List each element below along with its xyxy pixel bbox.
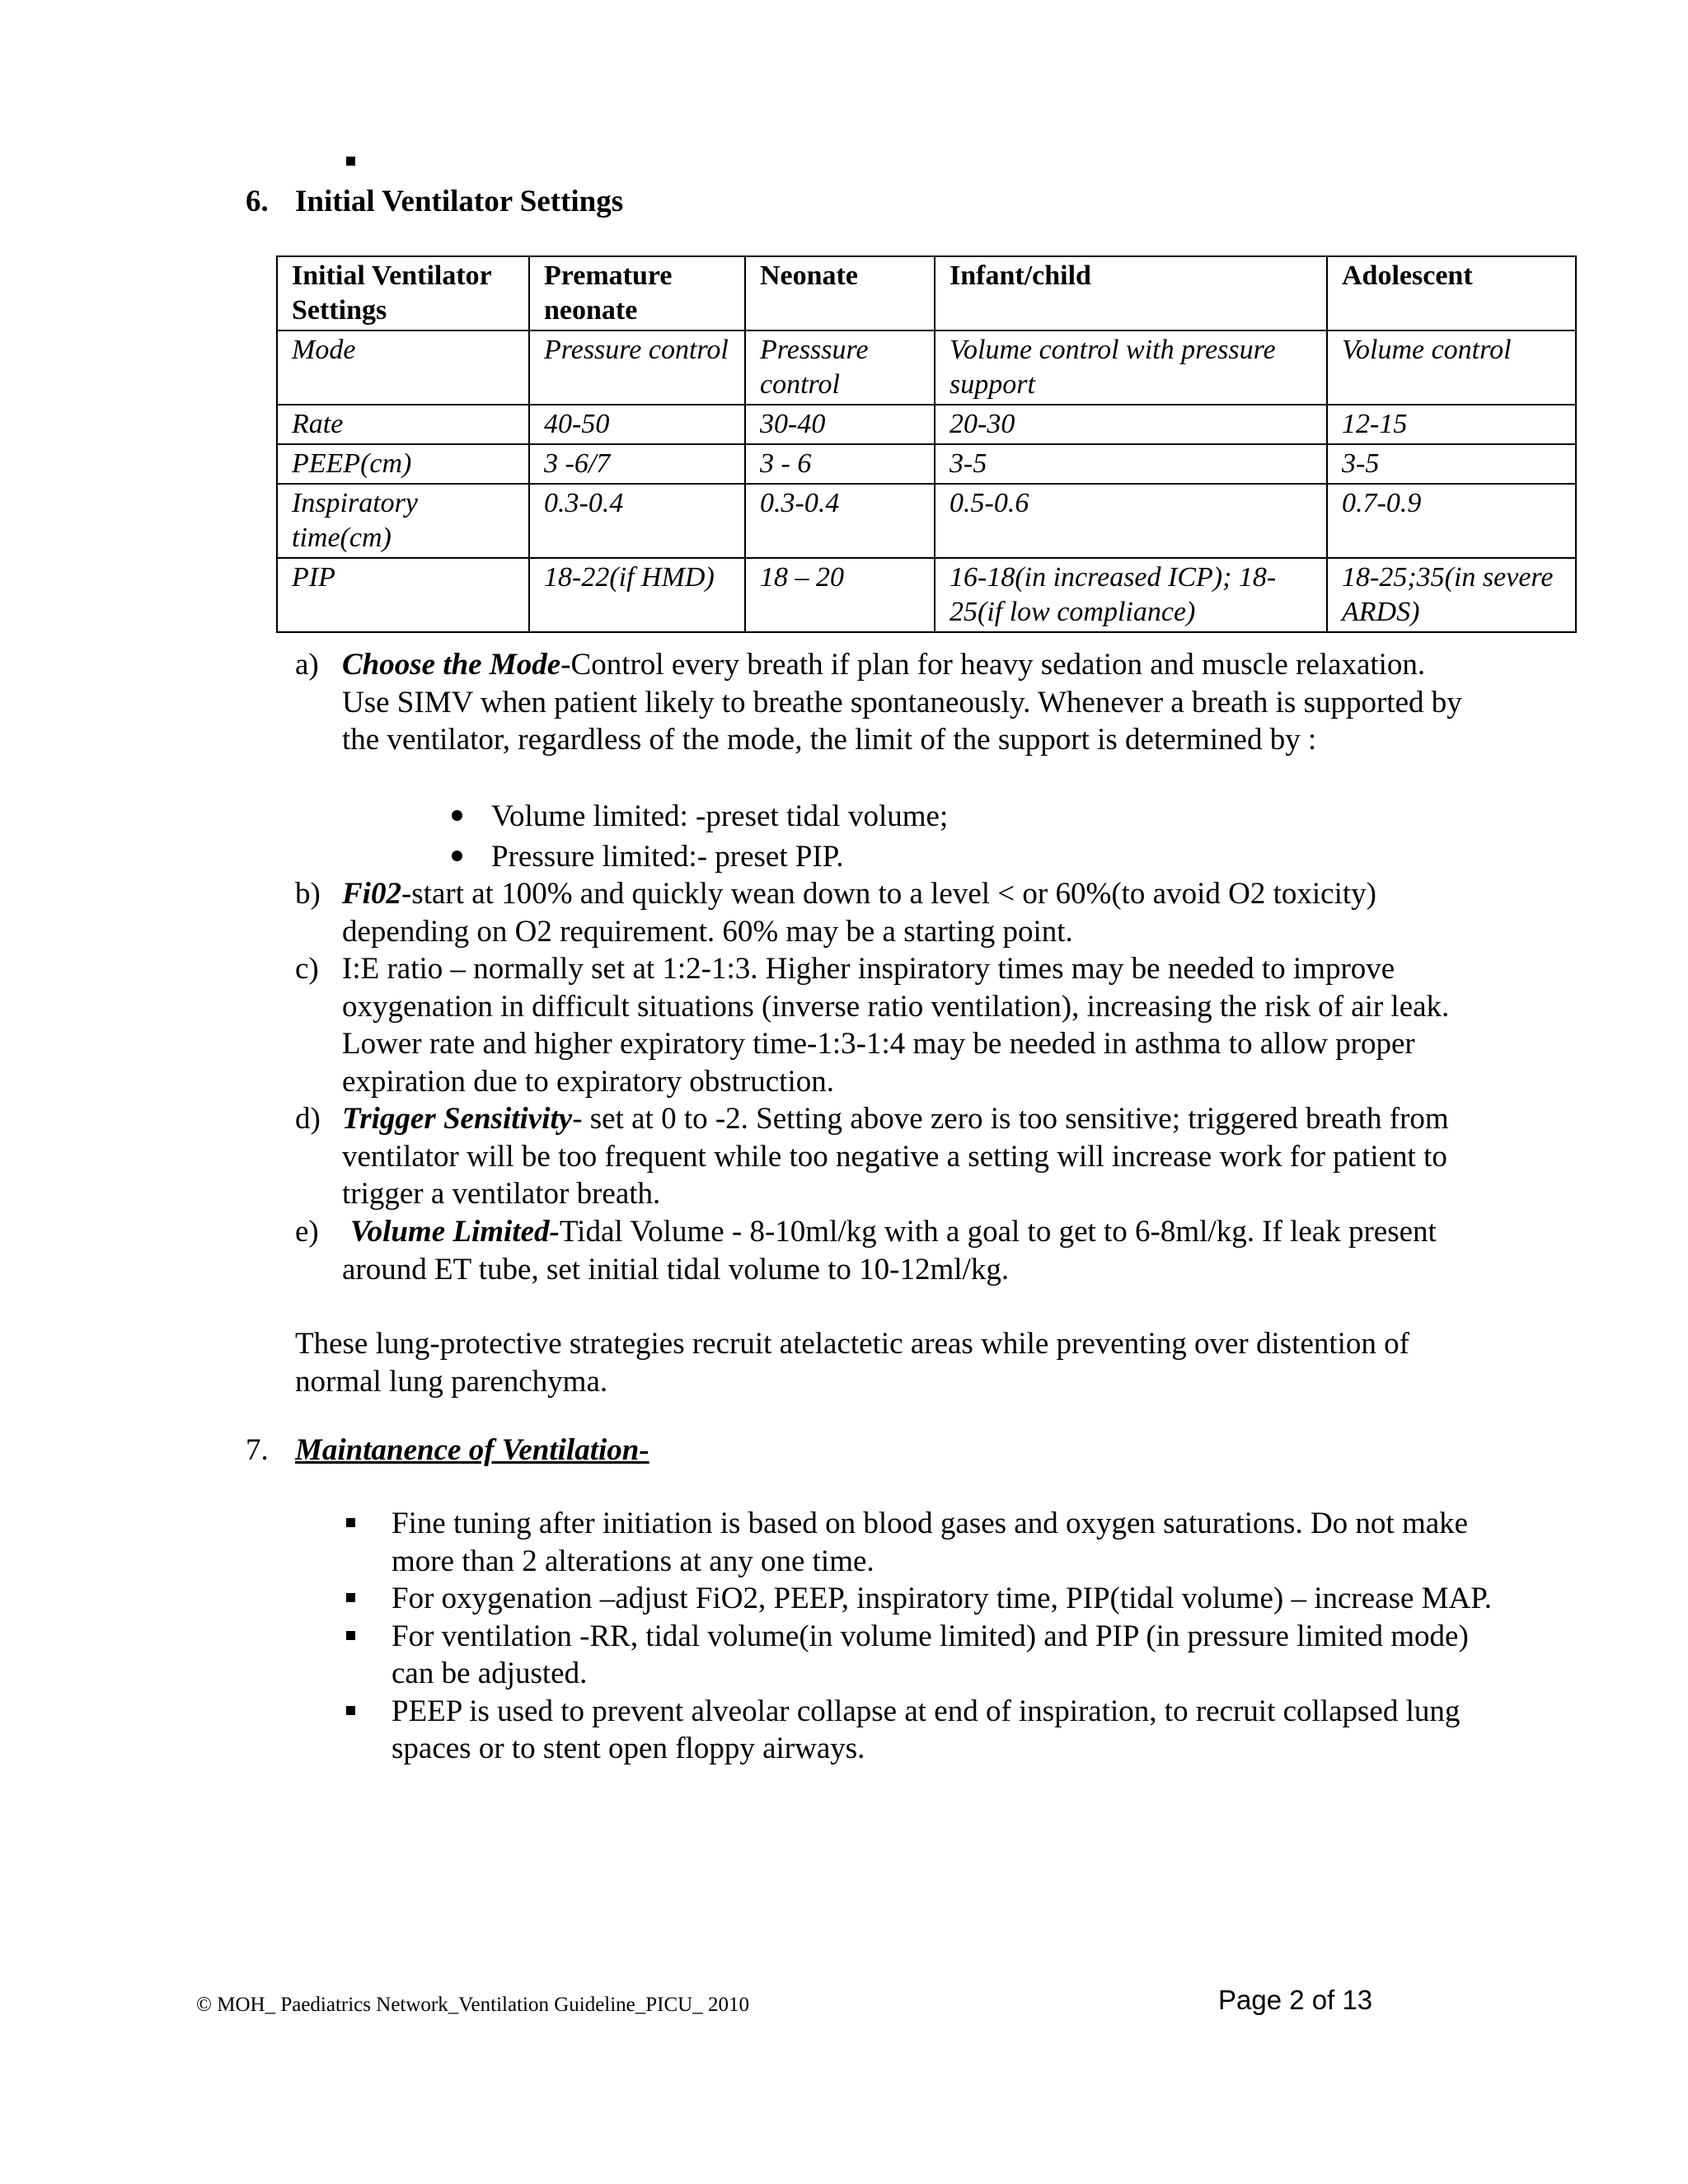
list-item: Volume limited: -preset tidal volume; — [452, 796, 948, 837]
square-bullet-icon — [346, 1706, 355, 1715]
table-header-cell: Infant/child — [935, 256, 1327, 330]
maintenance-bullet-list — [346, 1505, 1500, 1768]
table-cell: 0.5-0.6 — [935, 484, 1327, 558]
item-lead: Fi02 — [342, 877, 401, 911]
table-cell: Presssure control — [745, 330, 935, 405]
section-number: 6. — [246, 185, 269, 218]
table-cell: 0.3-0.4 — [529, 484, 745, 558]
list-marker: d) — [295, 1102, 321, 1136]
list-marker: e) — [295, 1215, 319, 1249]
table-cell: 18-22(if HMD) — [529, 558, 745, 632]
list-item — [346, 1580, 1500, 1618]
item-text: -Control every breath if plan for heavy sedation and muscle relaxation. Use SIMV when patient likely to breathe spontaneously. Whenever a breath is supported by the ventilator, regardless of the mode, the limit of the support is determined by : — [342, 648, 1462, 757]
item-lead: Volume Limited- — [350, 1215, 560, 1249]
bullet-text: For ventilation -RR, tidal volume(in volume limited) and PIP (in pressure limited mode) can be adjusted. — [392, 1619, 1469, 1690]
table-cell: 40-50 — [529, 405, 745, 444]
ventilator-settings-table — [276, 255, 1577, 633]
table-header-cell: Premature neonate — [529, 256, 745, 330]
table-row — [277, 484, 1576, 558]
page-number: Page 2 of 13 — [1218, 1985, 1373, 2015]
section-7-heading — [246, 1432, 649, 1468]
footer-copyright: © MOH_ Paediatrics Network_Ventilation Guideline_PICU_ 2010 — [196, 1994, 749, 2016]
list-item — [346, 1505, 1500, 1580]
table-cell: PIP — [277, 558, 529, 632]
list-marker: b) — [295, 877, 321, 911]
table-cell: 30-40 — [745, 405, 935, 444]
table-cell: PEEP(cm) — [277, 444, 529, 484]
table-cell: 3-5 — [1327, 444, 1576, 484]
limit-bullet-list — [452, 796, 948, 877]
table-header-row — [277, 256, 1576, 330]
section-6-heading — [246, 184, 623, 219]
item-text: -start at 100% and quickly wean down to a level < or 60%(to avoid O2 toxicity) depending on O2 requirement. 60% may be a starting point. — [342, 877, 1376, 949]
bullet-text: PEEP is used to prevent alveolar collapse at end of inspiration, to recruit collapsed lung spaces or to stent open floppy airways. — [392, 1694, 1461, 1765]
square-bullet-icon — [346, 157, 355, 166]
table-cell: 16-18(in increased ICP); 18-25(if low compliance) — [935, 558, 1327, 632]
summary-paragraph: These lung-protective strategies recruit atelactetic areas while preventing over distention of normal lung parenchyma. — [295, 1327, 1409, 1399]
list-marker: c) — [295, 952, 319, 986]
item-text: I:E ratio – normally set at 1:2-1:3. Higher inspiratory times may be needed to improve oxygenation in difficult situations (inverse ratio ventilation), increasing the risk of air leak. Lower rate and higher expiratory time-1:3-1:4 may be needed in asthma to allow proper expiration due to expiratory obstruction. — [342, 952, 1450, 1099]
table-cell: Volume control — [1327, 330, 1576, 405]
table-cell: 3 -6/7 — [529, 444, 745, 484]
table-header-cell: Adolescent — [1327, 256, 1576, 330]
section-number: 7. — [246, 1433, 269, 1467]
bullet-text: For oxygenation –adjust FiO2, PEEP, inspiratory time, PIP(tidal volume) – increase MAP. — [392, 1582, 1492, 1615]
square-bullet-icon — [346, 1593, 355, 1602]
table-cell: Rate — [277, 405, 529, 444]
item-lead: Choose the Mode — [342, 648, 561, 682]
section-title: Initial Ventilator Settings — [295, 185, 624, 218]
table-row — [277, 444, 1576, 484]
item-lead: Trigger Sensitivity — [342, 1102, 573, 1136]
table-header-cell: Initial Ventilator Settings — [277, 256, 529, 330]
table-row — [277, 558, 1576, 632]
table-cell: 12-15 — [1327, 405, 1576, 444]
table-cell: 0.7-0.9 — [1327, 484, 1576, 558]
square-bullet-icon — [346, 1631, 355, 1640]
table-cell: Mode — [277, 330, 529, 405]
item-text: Tidal Volume - 8-10ml/kg with a goal to get to 6-8ml/kg. If leak present around ET tube, set initial tidal volume to 10-12ml/kg. — [342, 1215, 1437, 1286]
list-item — [346, 1618, 1500, 1693]
table-cell: 18-25;35(in severe ARDS) — [1327, 558, 1576, 632]
table-row — [277, 330, 1576, 405]
list-item: Pressure limited:- preset PIP. — [452, 837, 948, 877]
table-cell: 20-30 — [935, 405, 1327, 444]
list-item — [346, 1693, 1500, 1768]
table-row — [277, 405, 1576, 444]
item-text: - set at 0 to -2. Setting above zero is too sensitive; triggered breath from ventilator will be too frequent while too negative a setting will increase work for patient to trigger a ventilator breath. — [342, 1102, 1449, 1211]
list-marker: a) — [295, 648, 319, 682]
table-cell: Inspiratory time(cm) — [277, 484, 529, 558]
table-cell: 3-5 — [935, 444, 1327, 484]
table-cell: Volume control with pressure support — [935, 330, 1327, 405]
table-header-cell: Neonate — [745, 256, 935, 330]
table-cell: 18 – 20 — [745, 558, 935, 632]
bullet-text: Fine tuning after initiation is based on blood gases and oxygen saturations. Do not make more than 2 alterations at any one time. — [392, 1507, 1469, 1578]
section-title: Maintanence of Ventilation- — [295, 1433, 649, 1467]
table-cell: 0.3-0.4 — [745, 484, 935, 558]
table-cell: Pressure control — [529, 330, 745, 405]
table-cell: 3 - 6 — [745, 444, 935, 484]
square-bullet-icon — [346, 1518, 355, 1527]
